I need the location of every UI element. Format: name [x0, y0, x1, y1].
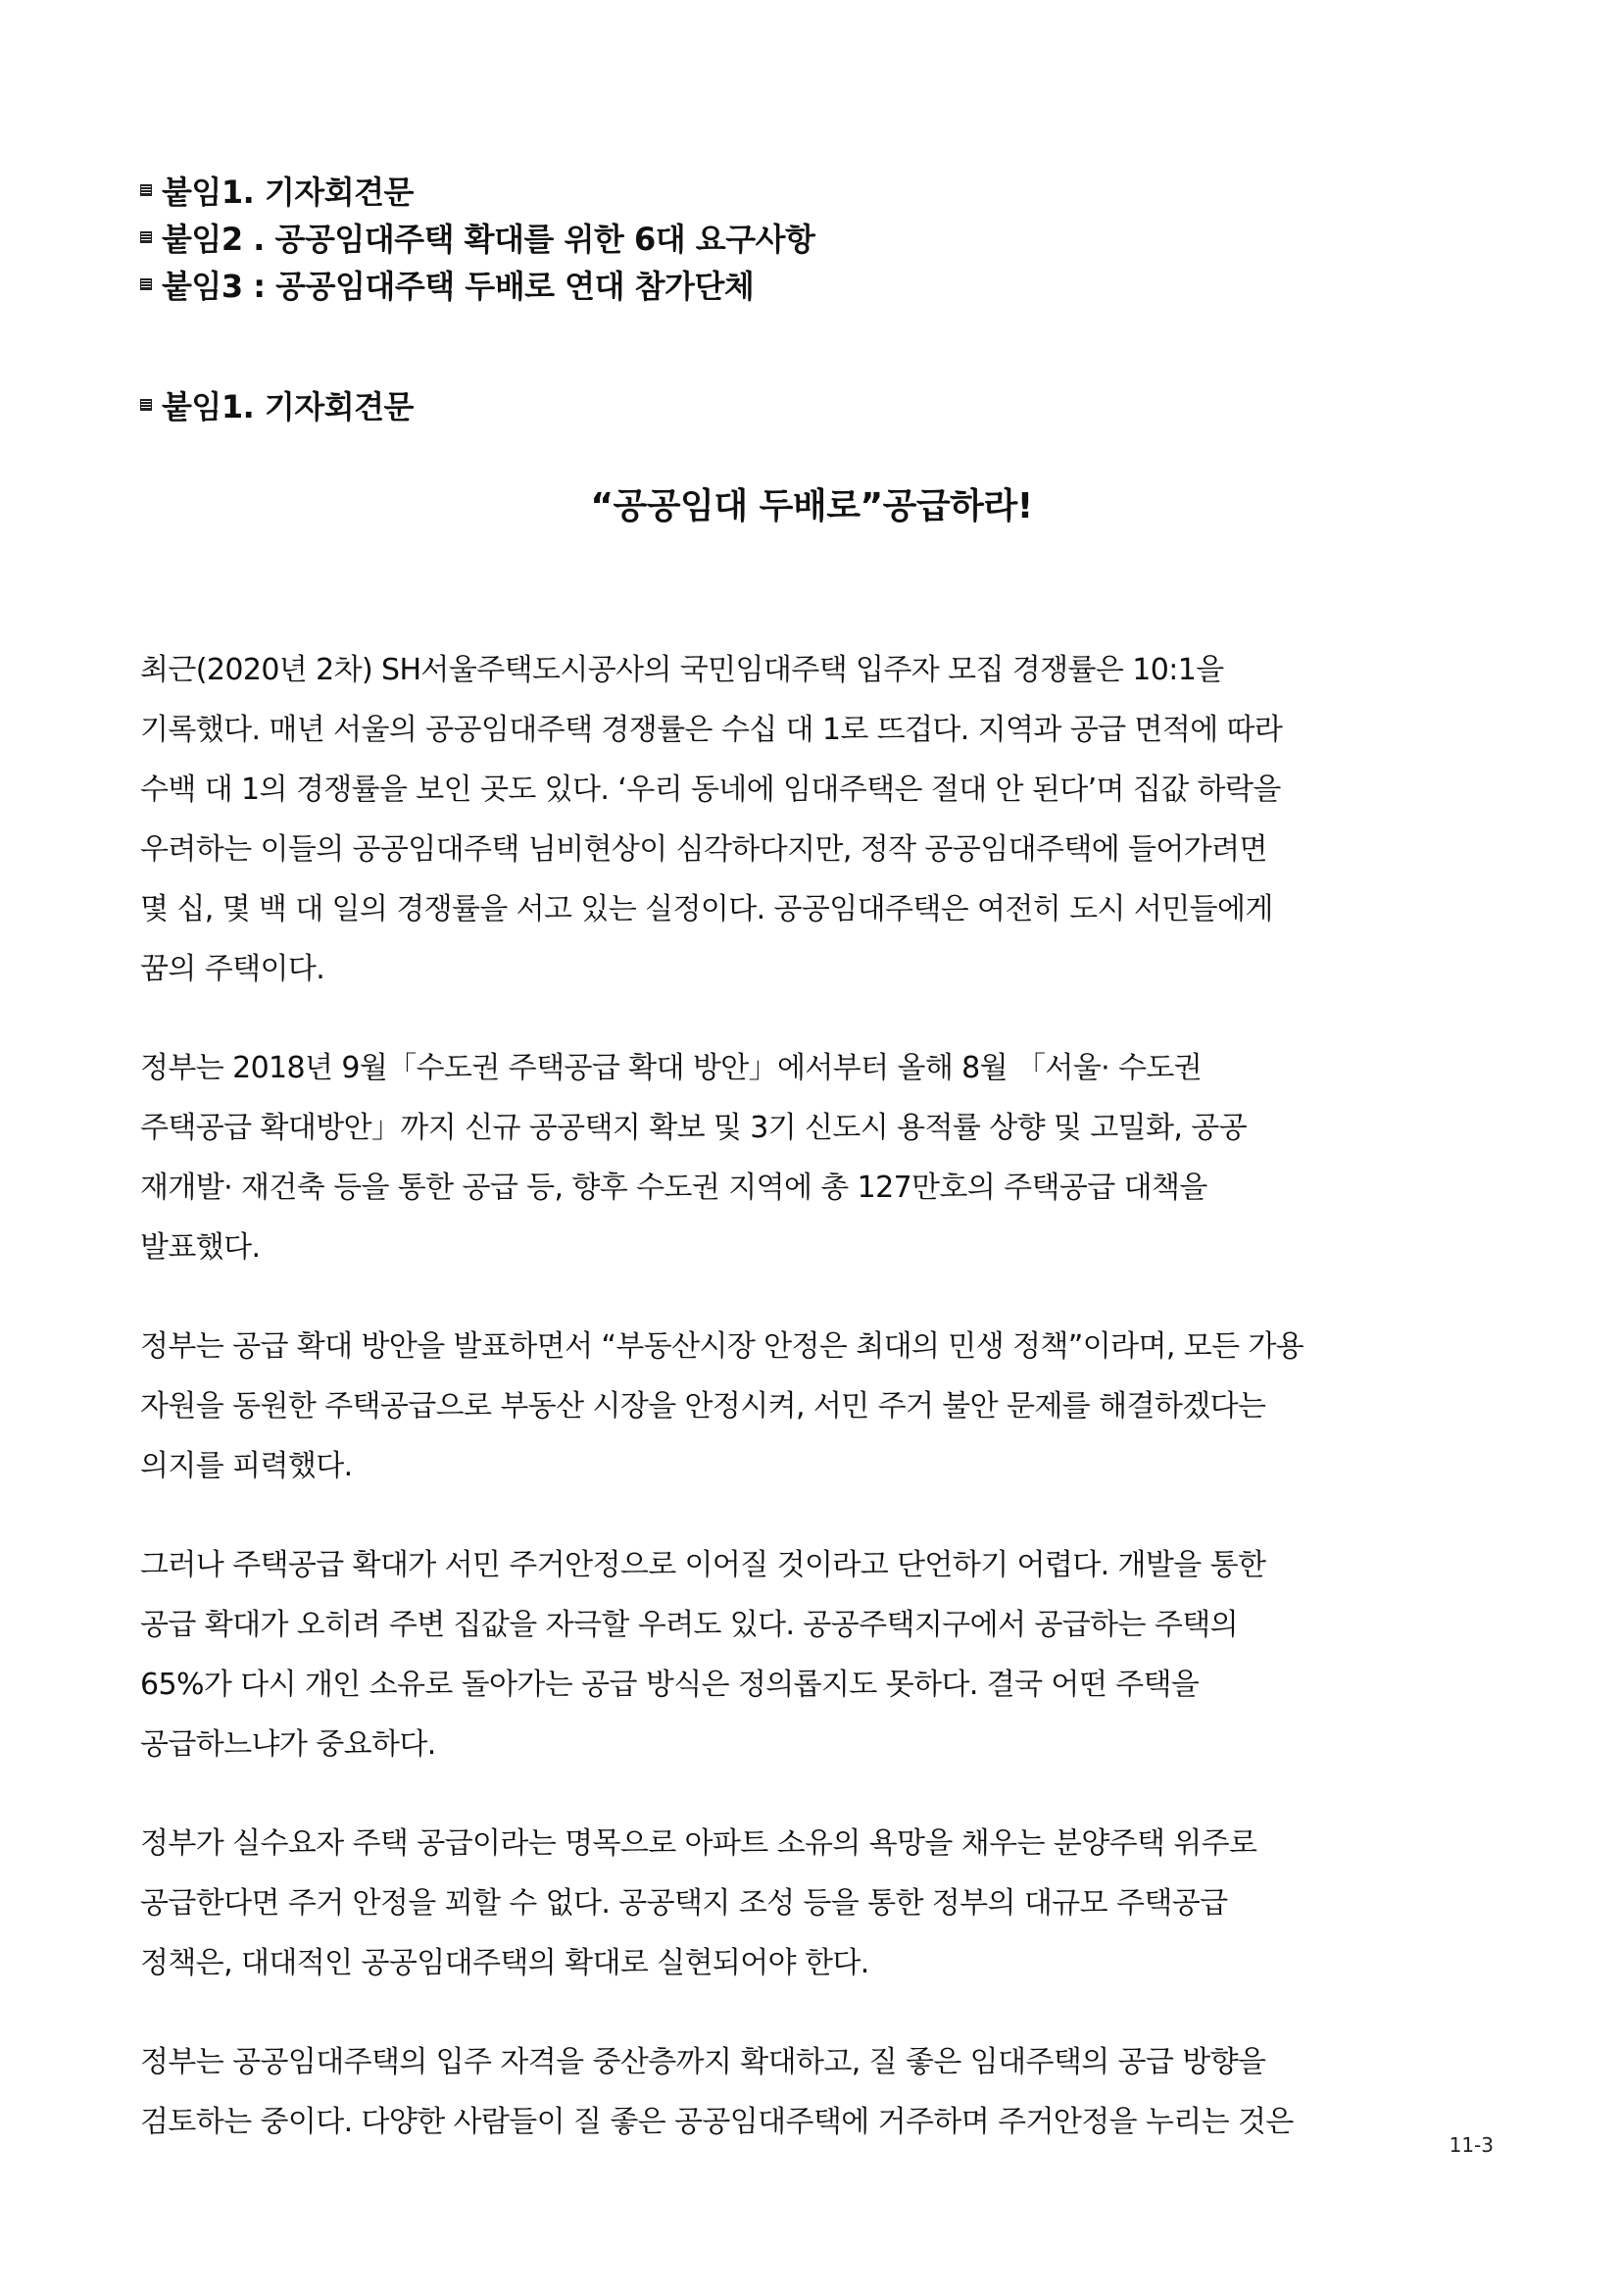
text-line: 몇 십, 몇 백 대 일의 경쟁률을 서고 있는 실정이다. 공공임대주택은 여전히 도시 서민들에게	[140, 892, 1273, 926]
attachment-label: 붙임2 . 공공임대주택 확대를 위한 6대 요구사항	[162, 221, 815, 258]
page-number: 11-3	[1449, 2133, 1494, 2157]
text-line: 주택공급 확대방안」까지 신규 공공택지 확보 및 3기 신도시 용적률 상향 및 고밀화, 공공	[140, 1111, 1247, 1145]
square-bullet-icon	[140, 231, 152, 243]
paragraph	[140, 1038, 1498, 1277]
attachment-item-2	[140, 214, 1473, 261]
text-line: 기록했다. 매년 서울의 공공임대주택 경쟁률은 수십 대 1로 뜨겁다. 지역과 공급 면적에 따라	[140, 713, 1283, 747]
text-line: 발표했다.	[140, 1230, 261, 1265]
text-line: 우려하는 이들의 공공임대주택 님비현상이 심각하다지만, 정작 공공임대주택에 들어가려면	[140, 832, 1267, 867]
text-line: 그러나 주택공급 확대가 서민 주거안정으로 이어질 것이라고 단언하기 어렵다. 개발을 통한	[140, 1548, 1266, 1582]
text-line: 정부가 실수요자 주택 공급이라는 명목으로 아파트 소유의 욕망을 채우는 분양주택 위주로	[140, 1826, 1257, 1861]
text-line: 65%가 다시 개인 소유로 돌아가는 공급 방식은 정의롭지도 못하다. 결국 어떤 주택을	[140, 1668, 1200, 1702]
attachment-label: 붙임1. 기자회견문	[162, 174, 414, 211]
text-line: 정부는 공급 확대 방안을 발표하면서 “부동산시장 안정은 최대의 민생 정책”이라며, 모든 가용	[140, 1329, 1304, 1364]
attachment-item-1	[140, 167, 1473, 214]
paragraph	[140, 2032, 1498, 2152]
attachment-item-3	[140, 261, 1473, 308]
section-heading-label: 붙임1. 기자회견문	[162, 388, 414, 425]
text-line: 재개발· 재건축 등을 통한 공급 등, 향후 수도권 지역에 총 127만호의 주택공급 대책을	[140, 1171, 1207, 1205]
text-line: 정부는 공공임대주택의 입주 자격을 중산층까지 확대하고, 질 좋은 임대주택의 공급 방향을	[140, 2045, 1266, 2079]
square-bullet-icon	[140, 399, 152, 411]
text-line: 최근(2020년 2차) SH서울주택도시공사의 국민임대주택 입주자 모집 경쟁률은 10:1을	[140, 653, 1224, 687]
paragraph	[140, 640, 1498, 999]
square-bullet-icon	[140, 184, 152, 196]
paragraph	[140, 1535, 1498, 1774]
attachment-list	[140, 167, 1473, 308]
document-title: “공공임대 두배로”공급하라!	[590, 486, 1033, 526]
square-bullet-icon	[140, 278, 152, 290]
paragraph	[140, 1317, 1498, 1496]
text-line: 꿈의 주택이다.	[140, 952, 325, 986]
attachment-label: 붙임3 : 공공임대주택 두배로 연대 참가단체	[162, 268, 755, 305]
document-body	[140, 640, 1498, 2191]
section-heading	[140, 381, 414, 428]
text-line: 공급한다면 주거 안정을 꾀할 수 없다. 공공택지 조성 등을 통한 정부의 대규모 주택공급	[140, 1886, 1228, 1921]
text-line: 정책은, 대대적인 공공임대주택의 확대로 실현되어야 한다.	[140, 1946, 869, 1980]
text-line: 정부는 2018년 9월「수도권 주택공급 확대 방안」에서부터 올해 8월 「서울· 수도권	[140, 1051, 1203, 1085]
paragraph	[140, 1814, 1498, 1993]
text-line: 의지를 피력했다.	[140, 1449, 353, 1483]
text-line: 수백 대 1의 경쟁률을 보인 곳도 있다. ‘우리 동네에 임대주택은 절대 안 된다’며 집값 하락을	[140, 773, 1281, 807]
text-line: 검토하는 중이다. 다양한 사람들이 질 좋은 공공임대주택에 거주하며 주거안정을 누리는 것은	[140, 2105, 1294, 2139]
text-line: 자원을 동원한 주택공급으로 부동산 시장을 안정시켜, 서민 주거 불안 문제를 해결하겠다는	[140, 1389, 1266, 1423]
text-line: 공급 확대가 오히려 주변 집값을 자극할 우려도 있다. 공공주택지구에서 공급하는 주택의	[140, 1608, 1238, 1642]
text-line: 공급하느냐가 중요하다.	[140, 1727, 436, 1762]
